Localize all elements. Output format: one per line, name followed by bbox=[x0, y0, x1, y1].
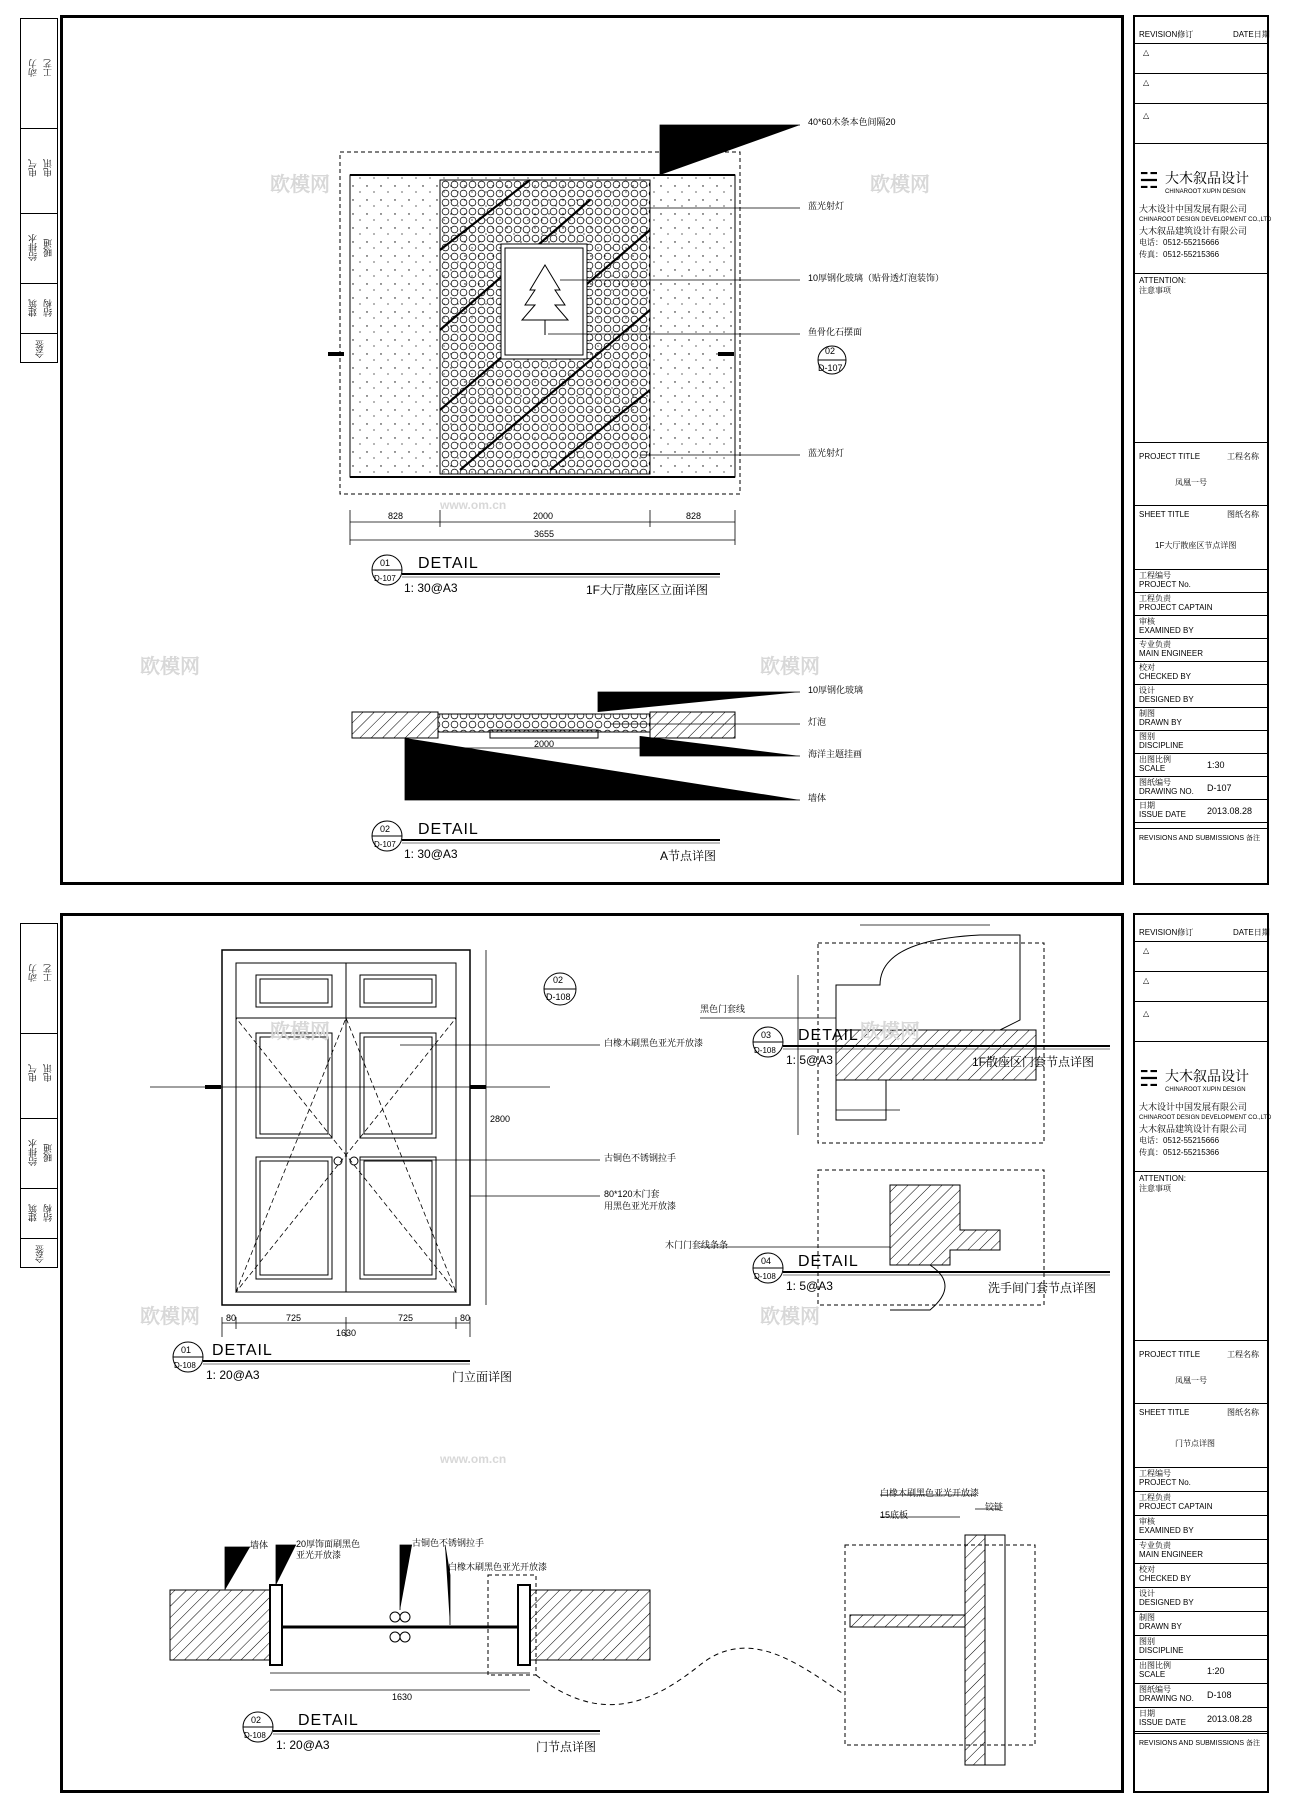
title-block-divider bbox=[1135, 776, 1267, 777]
detail-scale: 1: 30@A3 bbox=[404, 847, 458, 861]
revision-triangle-icon: △ bbox=[1143, 78, 1150, 87]
drawing-sheet-1 bbox=[0, 0, 1289, 890]
detail-number: 03 bbox=[761, 1030, 772, 1040]
annotation: 木门门套线条条 bbox=[665, 1240, 729, 1250]
dimension: 725 bbox=[398, 1313, 414, 1323]
detail-word: DETAIL bbox=[298, 1712, 359, 1729]
watermark: 欧模网 bbox=[870, 174, 930, 196]
sidebar-label: 暖通 bbox=[43, 1144, 53, 1162]
revision-triangle-icon: △ bbox=[1143, 48, 1150, 57]
title-block-divider bbox=[1135, 1515, 1267, 1516]
title-block-divider bbox=[1135, 1683, 1267, 1684]
title-block-divider bbox=[1135, 1491, 1267, 1492]
annotation: 80*120木门套 bbox=[604, 1189, 660, 1199]
field-label: 工程负责 bbox=[1139, 1493, 1171, 1502]
company-line: CHINAROOT DESIGN DEVELOPMENT CO.,LTD bbox=[1139, 217, 1272, 223]
annotation: 10厚钢化玻璃（贴骨透灯泡装饰） bbox=[808, 273, 945, 283]
field-label: 制图 bbox=[1139, 709, 1155, 718]
title-block-divider bbox=[1135, 730, 1267, 731]
detail-word: DETAIL bbox=[798, 1027, 859, 1044]
field-label: 图纸编号 bbox=[1139, 778, 1171, 787]
field-label-en: PROJECT CAPTAIN bbox=[1139, 1502, 1213, 1511]
field-label: 专业负责 bbox=[1139, 640, 1171, 649]
elevation-drawing bbox=[0, 0, 1289, 890]
dimension: 1630 bbox=[336, 1328, 357, 1338]
watermark: 欧模网 bbox=[760, 656, 820, 678]
field-label-en: MAIN ENGINEER bbox=[1139, 649, 1204, 658]
title-block-divider bbox=[1135, 661, 1267, 662]
sidebar-label: 给排水 bbox=[28, 234, 38, 261]
field-label-en: DRAWN BY bbox=[1139, 718, 1182, 727]
project-title-label-cn: 工程名称 bbox=[1227, 1350, 1259, 1359]
field-label: 日期 bbox=[1139, 801, 1155, 810]
detail-sheet: D-108 bbox=[754, 1046, 776, 1055]
annotation: 黑色门套线 bbox=[700, 1004, 746, 1014]
detail-sheet: D-108 bbox=[754, 1272, 776, 1281]
field-label-en: EXAMINED BY bbox=[1139, 1526, 1194, 1535]
sidebar-label: 结构 bbox=[43, 299, 53, 317]
sheet-title-label-cn: 图纸名称 bbox=[1227, 1408, 1259, 1417]
dimension: 80 bbox=[226, 1313, 237, 1323]
title-block-divider bbox=[1135, 1611, 1267, 1612]
sidebar-label: 给排水 bbox=[28, 1139, 38, 1166]
annotation: 铰链 bbox=[985, 1502, 1004, 1512]
section-ref-number: 02 bbox=[553, 975, 564, 985]
attention-label: ATTENTION: bbox=[1139, 276, 1186, 285]
watermark: 欧模网 bbox=[860, 1021, 920, 1043]
revision-triangle-icon: △ bbox=[1143, 946, 1150, 955]
watermark: 欧模网 bbox=[270, 174, 330, 196]
revisions-label: REVISIONS AND SUBMISSIONS 备注 bbox=[1139, 1740, 1260, 1747]
title-block-divider bbox=[1135, 638, 1267, 639]
field-label-en: PROJECT No. bbox=[1139, 1478, 1191, 1487]
title-block-divider bbox=[1135, 1635, 1267, 1636]
field-label-en: MAIN ENGINEER bbox=[1139, 1550, 1204, 1559]
company-line: 大木叙品建筑设计有限公司 bbox=[1139, 1124, 1248, 1134]
attention-label-cn: 注意事项 bbox=[1139, 1184, 1171, 1193]
detail-word: DETAIL bbox=[418, 821, 479, 838]
dimension-total: 3655 bbox=[534, 529, 555, 539]
company-line: CHINAROOT DESIGN DEVELOPMENT CO.,LTD bbox=[1139, 1115, 1272, 1121]
sidebar-label: 电讯 bbox=[43, 159, 53, 177]
field-value: 2013.08.28 bbox=[1207, 1714, 1253, 1724]
detail-title: 门节点详图 bbox=[536, 1740, 597, 1754]
field-label: 工程编号 bbox=[1139, 571, 1171, 580]
field-label-en: ISSUE DATE bbox=[1139, 1718, 1186, 1727]
annotation: 墙体 bbox=[808, 793, 827, 803]
field-label: 出图比例 bbox=[1139, 1661, 1171, 1670]
company-fax: 传真：0512-55215366 bbox=[1139, 250, 1220, 259]
title-block-divider bbox=[1135, 1539, 1267, 1540]
project-name: 凤凰一号 bbox=[1175, 1376, 1207, 1385]
detail-title: 门立面详图 bbox=[452, 1370, 513, 1384]
sidebar-label: 动力 bbox=[28, 59, 38, 77]
company-logo-icon: ☵ bbox=[1139, 168, 1159, 193]
title-block bbox=[1133, 913, 1272, 1793]
detail-scale: 1: 30@A3 bbox=[404, 581, 458, 595]
annotation: 40*60木条本色间隔20 bbox=[808, 117, 896, 127]
title-block-divider bbox=[1135, 822, 1267, 823]
detail-sheet: D-107 bbox=[374, 574, 396, 583]
section-ref-number: 02 bbox=[825, 346, 836, 356]
annotation: 蓝光射灯 bbox=[808, 448, 845, 458]
company-line: 大木设计中国发展有限公司 bbox=[1139, 204, 1248, 214]
title-block-divider bbox=[1135, 1707, 1267, 1708]
project-name: 凤凰一号 bbox=[1175, 478, 1207, 487]
detail-sheet: D-108 bbox=[244, 1731, 266, 1740]
sheet-title-label: SHEET TITLE bbox=[1139, 1408, 1190, 1417]
field-label: 工程编号 bbox=[1139, 1469, 1171, 1478]
detail-word: DETAIL bbox=[798, 1253, 859, 1270]
sidebar-label: 会签 bbox=[35, 340, 45, 358]
title-block-divider bbox=[1135, 592, 1267, 593]
annotation: 古铜色不锈钢拉手 bbox=[412, 1538, 485, 1548]
field-label-en: DESIGNED BY bbox=[1139, 695, 1194, 704]
field-label-en: PROJECT No. bbox=[1139, 580, 1191, 589]
project-title-label: PROJECT TITLE bbox=[1139, 1350, 1201, 1359]
revision-triangle-icon: △ bbox=[1143, 111, 1150, 120]
field-label: 设计 bbox=[1139, 686, 1155, 695]
sidebar-label: 建筑 bbox=[28, 299, 38, 317]
field-value: 2013.08.28 bbox=[1207, 806, 1253, 816]
detail-scale: 1: 20@A3 bbox=[206, 1368, 260, 1382]
field-label-en: DISCIPLINE bbox=[1139, 741, 1184, 750]
sidebar-label: 建筑 bbox=[28, 1204, 38, 1222]
field-label-en: DESIGNED BY bbox=[1139, 1598, 1194, 1607]
revisions-label: REVISIONS AND SUBMISSIONS 备注 bbox=[1139, 835, 1260, 842]
date-label: DATE日期 bbox=[1233, 30, 1270, 39]
watermark: 欧模网 bbox=[140, 1306, 200, 1328]
company-logo-icon: ☵ bbox=[1139, 1066, 1159, 1091]
title-block-divider bbox=[1135, 1563, 1267, 1564]
annotation: 古铜色不锈钢拉手 bbox=[604, 1153, 677, 1163]
title-block-divider bbox=[1135, 1659, 1267, 1660]
attention-label-cn: 注意事项 bbox=[1139, 286, 1171, 295]
detail-number: 02 bbox=[251, 1715, 262, 1725]
annotation: 海洋主题挂画 bbox=[808, 749, 863, 759]
revision-label: REVISION修订 bbox=[1139, 30, 1194, 39]
date-label: DATE日期 bbox=[1233, 928, 1270, 937]
annotation: 灯泡 bbox=[808, 717, 827, 727]
title-block-divider bbox=[1135, 684, 1267, 685]
annotation: 白橡木刷黑色亚光开放漆 bbox=[880, 1488, 980, 1498]
detail-number: 01 bbox=[380, 558, 391, 568]
field-label: 出图比例 bbox=[1139, 755, 1171, 764]
field-label-en: CHECKED BY bbox=[1139, 672, 1192, 681]
field-label: 审核 bbox=[1139, 1517, 1155, 1526]
sheet-title-label-cn: 图纸名称 bbox=[1227, 510, 1259, 519]
annotation: 15底板 bbox=[880, 1510, 909, 1520]
field-label-en: DRAWING NO. bbox=[1139, 787, 1194, 796]
detail-word: DETAIL bbox=[418, 555, 479, 572]
watermark: 欧模网 bbox=[140, 656, 200, 678]
detail-scale: 1: 20@A3 bbox=[276, 1738, 330, 1752]
dimension: 1630 bbox=[392, 1692, 413, 1702]
dimension: 828 bbox=[686, 511, 702, 521]
field-label: 日期 bbox=[1139, 1709, 1155, 1718]
detail-number: 04 bbox=[761, 1256, 772, 1266]
field-label-en: SCALE bbox=[1139, 764, 1166, 773]
detail-scale: 1: 5@A3 bbox=[786, 1053, 833, 1067]
watermark: 欧模网 bbox=[760, 1306, 820, 1328]
drawing-sheet-2 bbox=[0, 905, 1289, 1800]
company-name: 大木叙品设计 bbox=[1165, 170, 1249, 186]
detail-sheet: D-108 bbox=[174, 1361, 196, 1370]
title-block bbox=[1133, 15, 1272, 885]
field-label: 图别 bbox=[1139, 732, 1155, 741]
field-label: 制图 bbox=[1139, 1613, 1155, 1622]
title-block-divider bbox=[1135, 753, 1267, 754]
sidebar-label: 暖通 bbox=[43, 239, 53, 257]
annotation: 鱼骨化石摆面 bbox=[808, 327, 863, 337]
company-line: 大木设计中国发展有限公司 bbox=[1139, 1102, 1248, 1112]
detail-sheet: D-107 bbox=[374, 840, 396, 849]
detail-title: 1F散座区门套节点详图 bbox=[972, 1055, 1095, 1069]
field-label: 审核 bbox=[1139, 617, 1155, 626]
annotation: 10厚钢化玻璃 bbox=[808, 685, 864, 695]
section-ref-sheet: D-108 bbox=[546, 992, 571, 1002]
title-block-divider bbox=[1135, 799, 1267, 800]
title-block-divider bbox=[1135, 615, 1267, 616]
dimension: 2000 bbox=[533, 511, 554, 521]
annotation: 墙体 bbox=[250, 1540, 269, 1550]
field-label: 工程负责 bbox=[1139, 594, 1171, 603]
field-label-en: EXAMINED BY bbox=[1139, 626, 1194, 635]
dimension: 725 bbox=[286, 1313, 302, 1323]
field-label-en: DRAWING NO. bbox=[1139, 1694, 1194, 1703]
revision-triangle-icon: △ bbox=[1143, 1009, 1150, 1018]
detail-number: 01 bbox=[181, 1345, 192, 1355]
company-fax: 传真：0512-55215366 bbox=[1139, 1148, 1220, 1157]
watermark-url: www.om.cn bbox=[440, 498, 507, 512]
field-value: D-107 bbox=[1207, 783, 1232, 793]
field-label-en: SCALE bbox=[1139, 1670, 1166, 1679]
field-label: 设计 bbox=[1139, 1589, 1155, 1598]
sidebar-label: 工艺 bbox=[43, 964, 53, 982]
project-title-label-cn: 工程名称 bbox=[1227, 452, 1259, 461]
field-label: 图别 bbox=[1139, 1637, 1155, 1646]
field-label-en: DISCIPLINE bbox=[1139, 1646, 1184, 1655]
field-label: 校对 bbox=[1139, 663, 1155, 672]
sheet-name: 1F大厅散座区节点详图 bbox=[1155, 541, 1237, 550]
detail-number: 02 bbox=[380, 824, 391, 834]
field-value: 1:20 bbox=[1207, 1666, 1225, 1676]
annotation: 20厚饰面刷黑色亚光开放漆 bbox=[296, 1539, 361, 1560]
detail-title: 1F大厅散座区立面详图 bbox=[586, 583, 709, 597]
field-value: 1:30 bbox=[1207, 760, 1225, 770]
field-value: D-108 bbox=[1207, 1690, 1232, 1700]
company-tel: 电话：0512-55215666 bbox=[1139, 1136, 1220, 1145]
detail-title: 洗手间门套节点详图 bbox=[988, 1281, 1097, 1295]
dimension: 2000 bbox=[534, 739, 555, 749]
watermark-url: www.om.cn bbox=[440, 1452, 507, 1466]
title-block-divider bbox=[1135, 1731, 1267, 1732]
revision-triangle-icon: △ bbox=[1143, 976, 1150, 985]
company-tel: 电话：0512-55215666 bbox=[1139, 238, 1220, 247]
annotation: 白橡木刷黑色亚光开放漆 bbox=[448, 1562, 548, 1572]
dimension: 828 bbox=[388, 511, 404, 521]
revision-label: REVISION修订 bbox=[1139, 928, 1194, 937]
title-block-divider bbox=[1135, 1587, 1267, 1588]
attention-label: ATTENTION: bbox=[1139, 1174, 1186, 1183]
detail-word: DETAIL bbox=[212, 1342, 273, 1359]
project-title-label: PROJECT TITLE bbox=[1139, 452, 1201, 461]
sidebar-label: 电气 bbox=[28, 159, 38, 177]
field-label: 专业负责 bbox=[1139, 1541, 1171, 1550]
field-label-en: PROJECT CAPTAIN bbox=[1139, 603, 1213, 612]
company-name: 大木叙品设计 bbox=[1165, 1068, 1249, 1084]
sidebar-label: 结构 bbox=[43, 1204, 53, 1222]
detail-scale: 1: 5@A3 bbox=[786, 1279, 833, 1293]
sidebar-label: 电讯 bbox=[43, 1064, 53, 1082]
sidebar-label: 会签 bbox=[35, 1245, 45, 1263]
annotation: 蓝光射灯 bbox=[808, 201, 845, 211]
dimension: 80 bbox=[460, 1313, 471, 1323]
field-label-en: ISSUE DATE bbox=[1139, 810, 1186, 819]
company-name-en: CHINAROOT XUPIN DESIGN bbox=[1165, 1087, 1246, 1093]
field-label: 校对 bbox=[1139, 1565, 1155, 1574]
sidebar-label: 动力 bbox=[28, 964, 38, 982]
company-line: 大木叙品建筑设计有限公司 bbox=[1139, 226, 1248, 236]
detail-title: A节点详图 bbox=[660, 849, 717, 863]
company-name-en: CHINAROOT XUPIN DESIGN bbox=[1165, 189, 1246, 195]
annotation: 白橡木刷黑色亚光开放漆 bbox=[604, 1038, 704, 1048]
sheet-name: 门节点详图 bbox=[1175, 1439, 1215, 1448]
annotation: 用黑色亚光开放漆 bbox=[604, 1201, 677, 1211]
section-ref-sheet: D-107 bbox=[818, 363, 843, 373]
field-label: 图纸编号 bbox=[1139, 1685, 1171, 1694]
title-block-divider bbox=[1135, 707, 1267, 708]
sheet-title-label: SHEET TITLE bbox=[1139, 510, 1190, 519]
watermark: 欧模网 bbox=[270, 1021, 330, 1043]
dimension-height: 2800 bbox=[490, 1114, 511, 1124]
sidebar-label: 工艺 bbox=[43, 59, 53, 77]
field-label-en: DRAWN BY bbox=[1139, 1622, 1182, 1631]
sidebar-label: 电气 bbox=[28, 1064, 38, 1082]
field-label-en: CHECKED BY bbox=[1139, 1574, 1192, 1583]
